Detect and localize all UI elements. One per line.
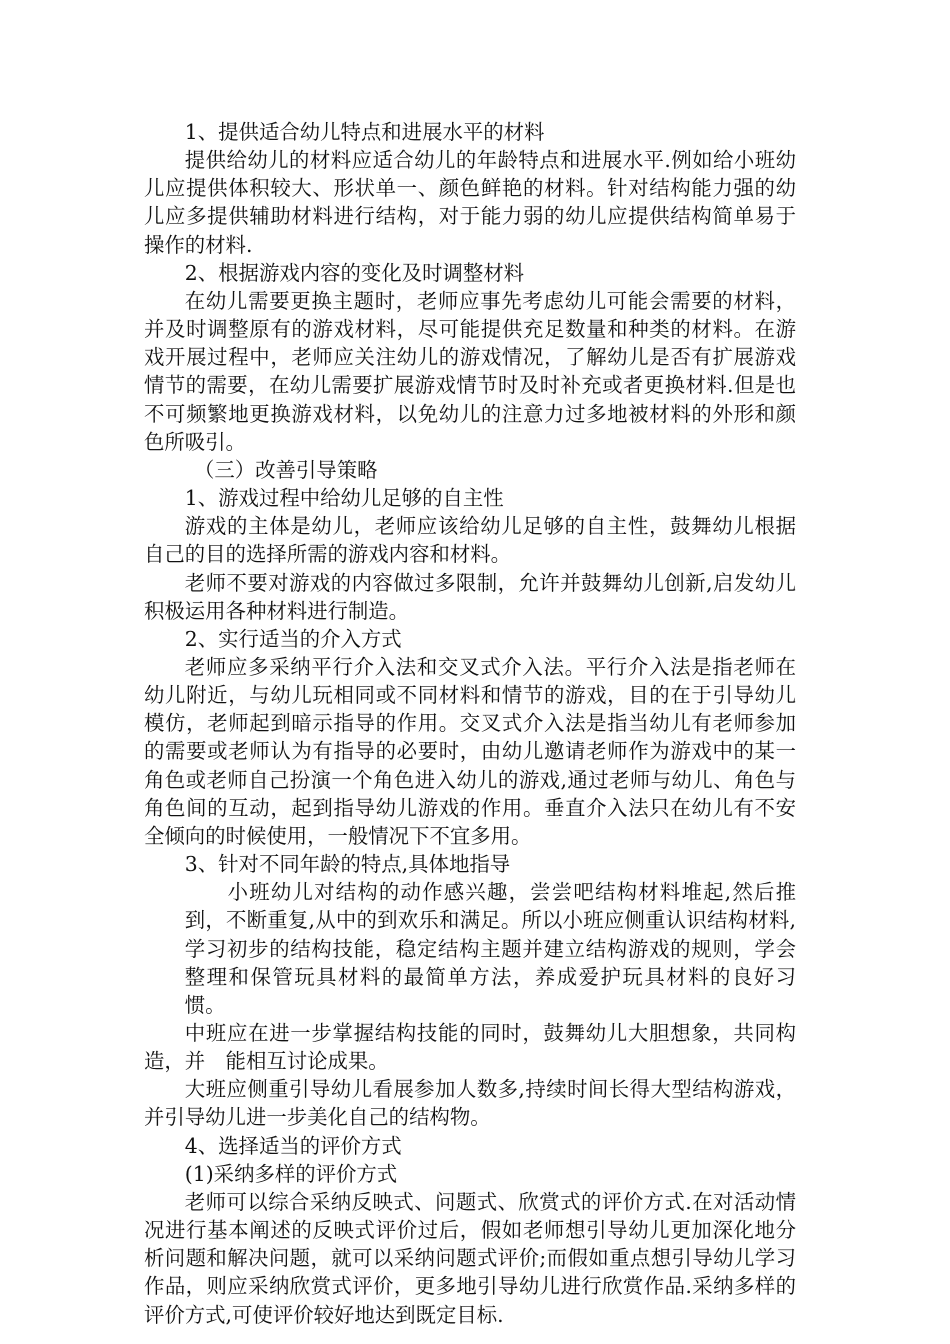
paragraph: 小班幼儿对结构的动作感兴趣，尝尝吧结构材料堆起,然后推到，不断重复,从中的到欢乐和满足。所以小班应侧重认识结构材料,学习初步的结构技能，稳定结构主题并建立结构游戏的规则，学会整理和保管玩具材料的最简单方法，养成爱护玩具材料的良好习惯。 [184,880,796,1017]
subheading-diverse-evaluation: (1)采纳多样的评价方式 [184,1161,398,1186]
heading-provide-materials: 1、提供适合幼儿特点和进展水平的材料 [184,120,545,144]
paragraph: 提供给幼儿的材料应适合幼儿的年龄特点和进展水平.例如给小班幼儿应提供体积较大、形状单一、颜色鲜艳的材料。针对结构能力强的幼儿应多提供辅助材料进行结构，对于能力弱的幼儿应提供结构简单易于操作的材料. [144,148,796,257]
heading-adjust-materials: 2、根据游戏内容的变化及时调整材料 [184,260,525,285]
heading-evaluation: 4、选择适当的评价方式 [184,1133,402,1158]
document-body [144,118,796,1329]
paragraph: 老师应多采纳平行介入法和交叉式介入法。平行介入法是指老师在幼儿附近，与幼儿玩相同或不同材料和情节的游戏，目的在于引导幼儿模仿，老师起到暗示指导的作用。交叉式介入法是指当幼儿有老师参加的需要或老师认为有指导的必要时，由幼儿邀请老师作为游戏中的某一角色或老师自己扮演一个角色进入幼儿的游戏,通过老师与幼儿、角色与角色间的互动，起到指导幼儿游戏的作用。垂直介入法只在幼儿有不安全倾向的时候使用，一般情况下不宜多用。 [144,654,796,848]
heading-age-guidance: 3、针对不同年龄的特点,具体地指导 [184,852,511,877]
paragraph: 老师可以综合采纳反映式、问题式、欣赏式的评价方式.在对活动情况进行基本阐述的反映式评价过后，假如老师想引导幼儿更加深化地分析问题和解决问题，就可以采纳问题式评价;而假如重点想引导幼儿学习作品，则应采纳欣赏式评价，更多地引导幼儿进行欣赏作品.采纳多样的评价方式,可使评价较好地达到既定目标. [144,1189,796,1327]
heading-intervention: 2、实行适当的介入方式 [184,626,402,651]
paragraph: 游戏的主体是幼儿，老师应该给幼儿足够的自主性，鼓舞幼儿根据自己的目的选择所需的游戏内容和材料。 [144,514,796,567]
paragraph: 在幼儿需要更换主题时，老师应事先考虑幼儿可能会需要的材料，并及时调整原有的游戏材料，尽可能提供充足数量和种类的材料。在游戏开展过程中，老师应关注幼儿的游戏情况，了解幼儿是否有扩展游戏情节的需要，在幼儿需要扩展游戏情节时及时补充或者更换材料.但是也不可频繁地更换游戏材料，以免幼儿的注意力过多地被材料的外形和颜色所吸引。 [144,288,796,454]
paragraph: 大班应侧重引导幼儿看展参加人数多,持续时间长得大型结构游戏，并引导幼儿进一步美化自己的结构物。 [144,1077,796,1130]
paragraph: 中班应在进一步掌握结构技能的同时，鼓舞幼儿大胆想象，共同构造，并 能相互讨论成果。 [144,1021,796,1074]
heading-autonomy: 1、游戏过程中给幼儿足够的自主性 [184,486,504,511]
section-heading-guidance-strategy: （三）改善引导策略 [193,457,378,482]
paragraph: 老师不要对游戏的内容做过多限制，允许并鼓舞幼儿创新,启发幼儿积极运用各种材料进行制造。 [144,570,796,623]
